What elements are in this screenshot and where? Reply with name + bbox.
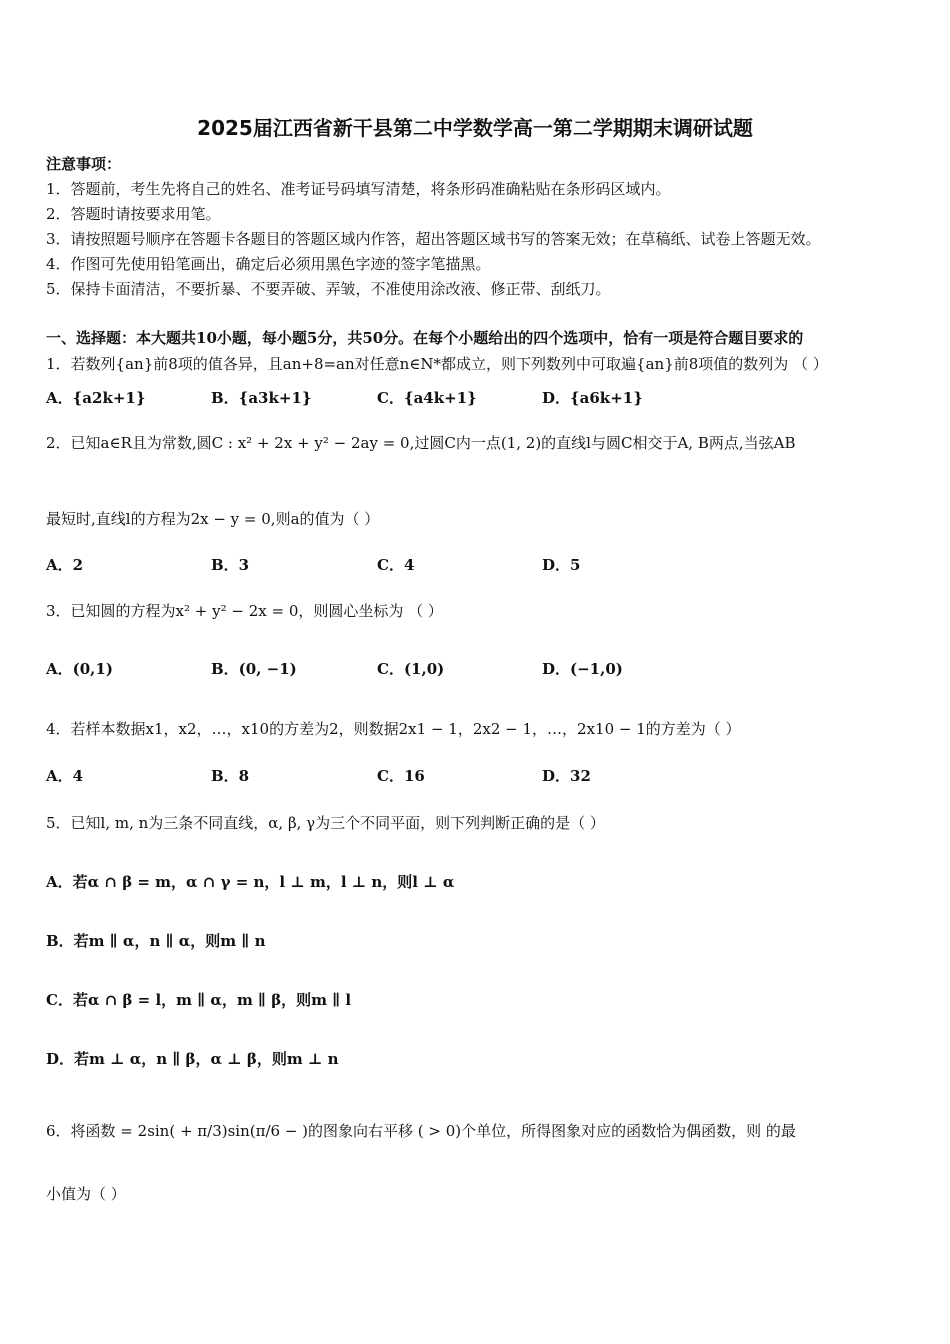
question-1-stem: 1．若数列{an}前8项的值各异，且an+8=an对任意n∈N*都成立，则下列数列中可取遍{an}前8项值的数列为 （ ） [46, 355, 828, 373]
option-d: D．若m ⊥ α，n ∥ β，α ⊥ β，则m ⊥ n [46, 1050, 339, 1068]
option-d: D．5 [542, 556, 581, 574]
option-b: B．3 [211, 556, 250, 574]
option-d: D．(−1,0) [542, 660, 623, 678]
notice-item: 1．答题前，考生先将自己的姓名、准考证号码填写清楚，将条形码准确粘贴在条形码区域内。 [46, 180, 671, 198]
option-b: B．{a3k+1} [211, 389, 312, 407]
option-a: A．4 [46, 767, 84, 785]
notice-item: 2．答题时请按要求用笔。 [46, 205, 221, 223]
option-d: D．32 [542, 767, 591, 785]
option-b: B．若m ∥ α，n ∥ α，则m ∥ n [46, 932, 266, 950]
option-b: B．(0, −1) [211, 660, 297, 678]
question-4-options [46, 765, 926, 791]
page-title: 2025届江西省新干县第二中学数学高一第二学期期末调研试题 [197, 116, 753, 140]
question-3-options [46, 658, 926, 684]
question-2-stem: 2．已知a∈R且为常数,圆C : x² + 2x + y² − 2ay = 0,过圆C内一点(1, 2)的直线l与圆C相交于A, B两点,当弦AB [46, 434, 796, 452]
question-5-stem: 5．已知l, m, n为三条不同直线，α, β, γ为三个不同平面，则下列判断正确的是（ ） [46, 814, 605, 832]
notice-item: 4．作图可先使用铅笔画出，确定后必须用黑色字迹的签字笔描黑。 [46, 255, 491, 273]
option-c: C．(1,0) [377, 660, 445, 678]
option-b: B．8 [211, 767, 250, 785]
option-c: C．4 [377, 556, 415, 574]
notice-item: 3．请按照题号顺序在答题卡各题目的答题区域内作答，超出答题区域书写的答案无效；在草稿纸、试卷上答题无效。 [46, 230, 821, 248]
question-6-stem-continued: 小值为（ ） [46, 1185, 126, 1203]
question-3-stem: 3．已知圆的方程为x² + y² − 2x = 0，则圆心坐标为 （ ） [46, 602, 443, 620]
question-2-stem-continued: 最短时,直线l的方程为2x − y = 0,则a的值为（ ） [46, 510, 380, 528]
notice-item: 5．保持卡面清洁，不要折暴、不要弄破、弄皱，不准使用涂改液、修正带、刮纸刀。 [46, 280, 611, 298]
option-c: C．若α ∩ β = l，m ∥ α，m ∥ β，则m ∥ l [46, 991, 352, 1009]
question-2-options [46, 554, 926, 580]
option-a: A．若α ∩ β = m，α ∩ γ = n，l ⊥ m，l ⊥ n，则l ⊥ α [46, 873, 455, 891]
option-a: A．2 [46, 556, 84, 574]
section-heading: 一、选择题：本大题共10小题，每小题5分，共50分。在每个小题给出的四个选项中，恰有一项是符合题目要求的 [46, 329, 804, 347]
question-6-stem: 6．将函数 = 2sin( + π/3)sin(π/6 − )的图象向右平移 ( > 0)个单位，所得图象对应的函数恰为偶函数，则 的最 [46, 1122, 796, 1140]
option-a: A．(0,1) [46, 660, 113, 678]
option-c: C．{a4k+1} [377, 389, 477, 407]
option-a: A．{a2k+1} [46, 389, 146, 407]
question-1-options [46, 387, 926, 413]
notice-heading: 注意事项： [46, 155, 122, 173]
option-d: D．{a6k+1} [542, 389, 643, 407]
question-4-stem: 4．若样本数据x1，x2，…，x10的方差为2，则数据2x1 − 1，2x2 − 1，…，2x10 − 1的方差为（ ） [46, 720, 741, 738]
option-c: C．16 [377, 767, 425, 785]
